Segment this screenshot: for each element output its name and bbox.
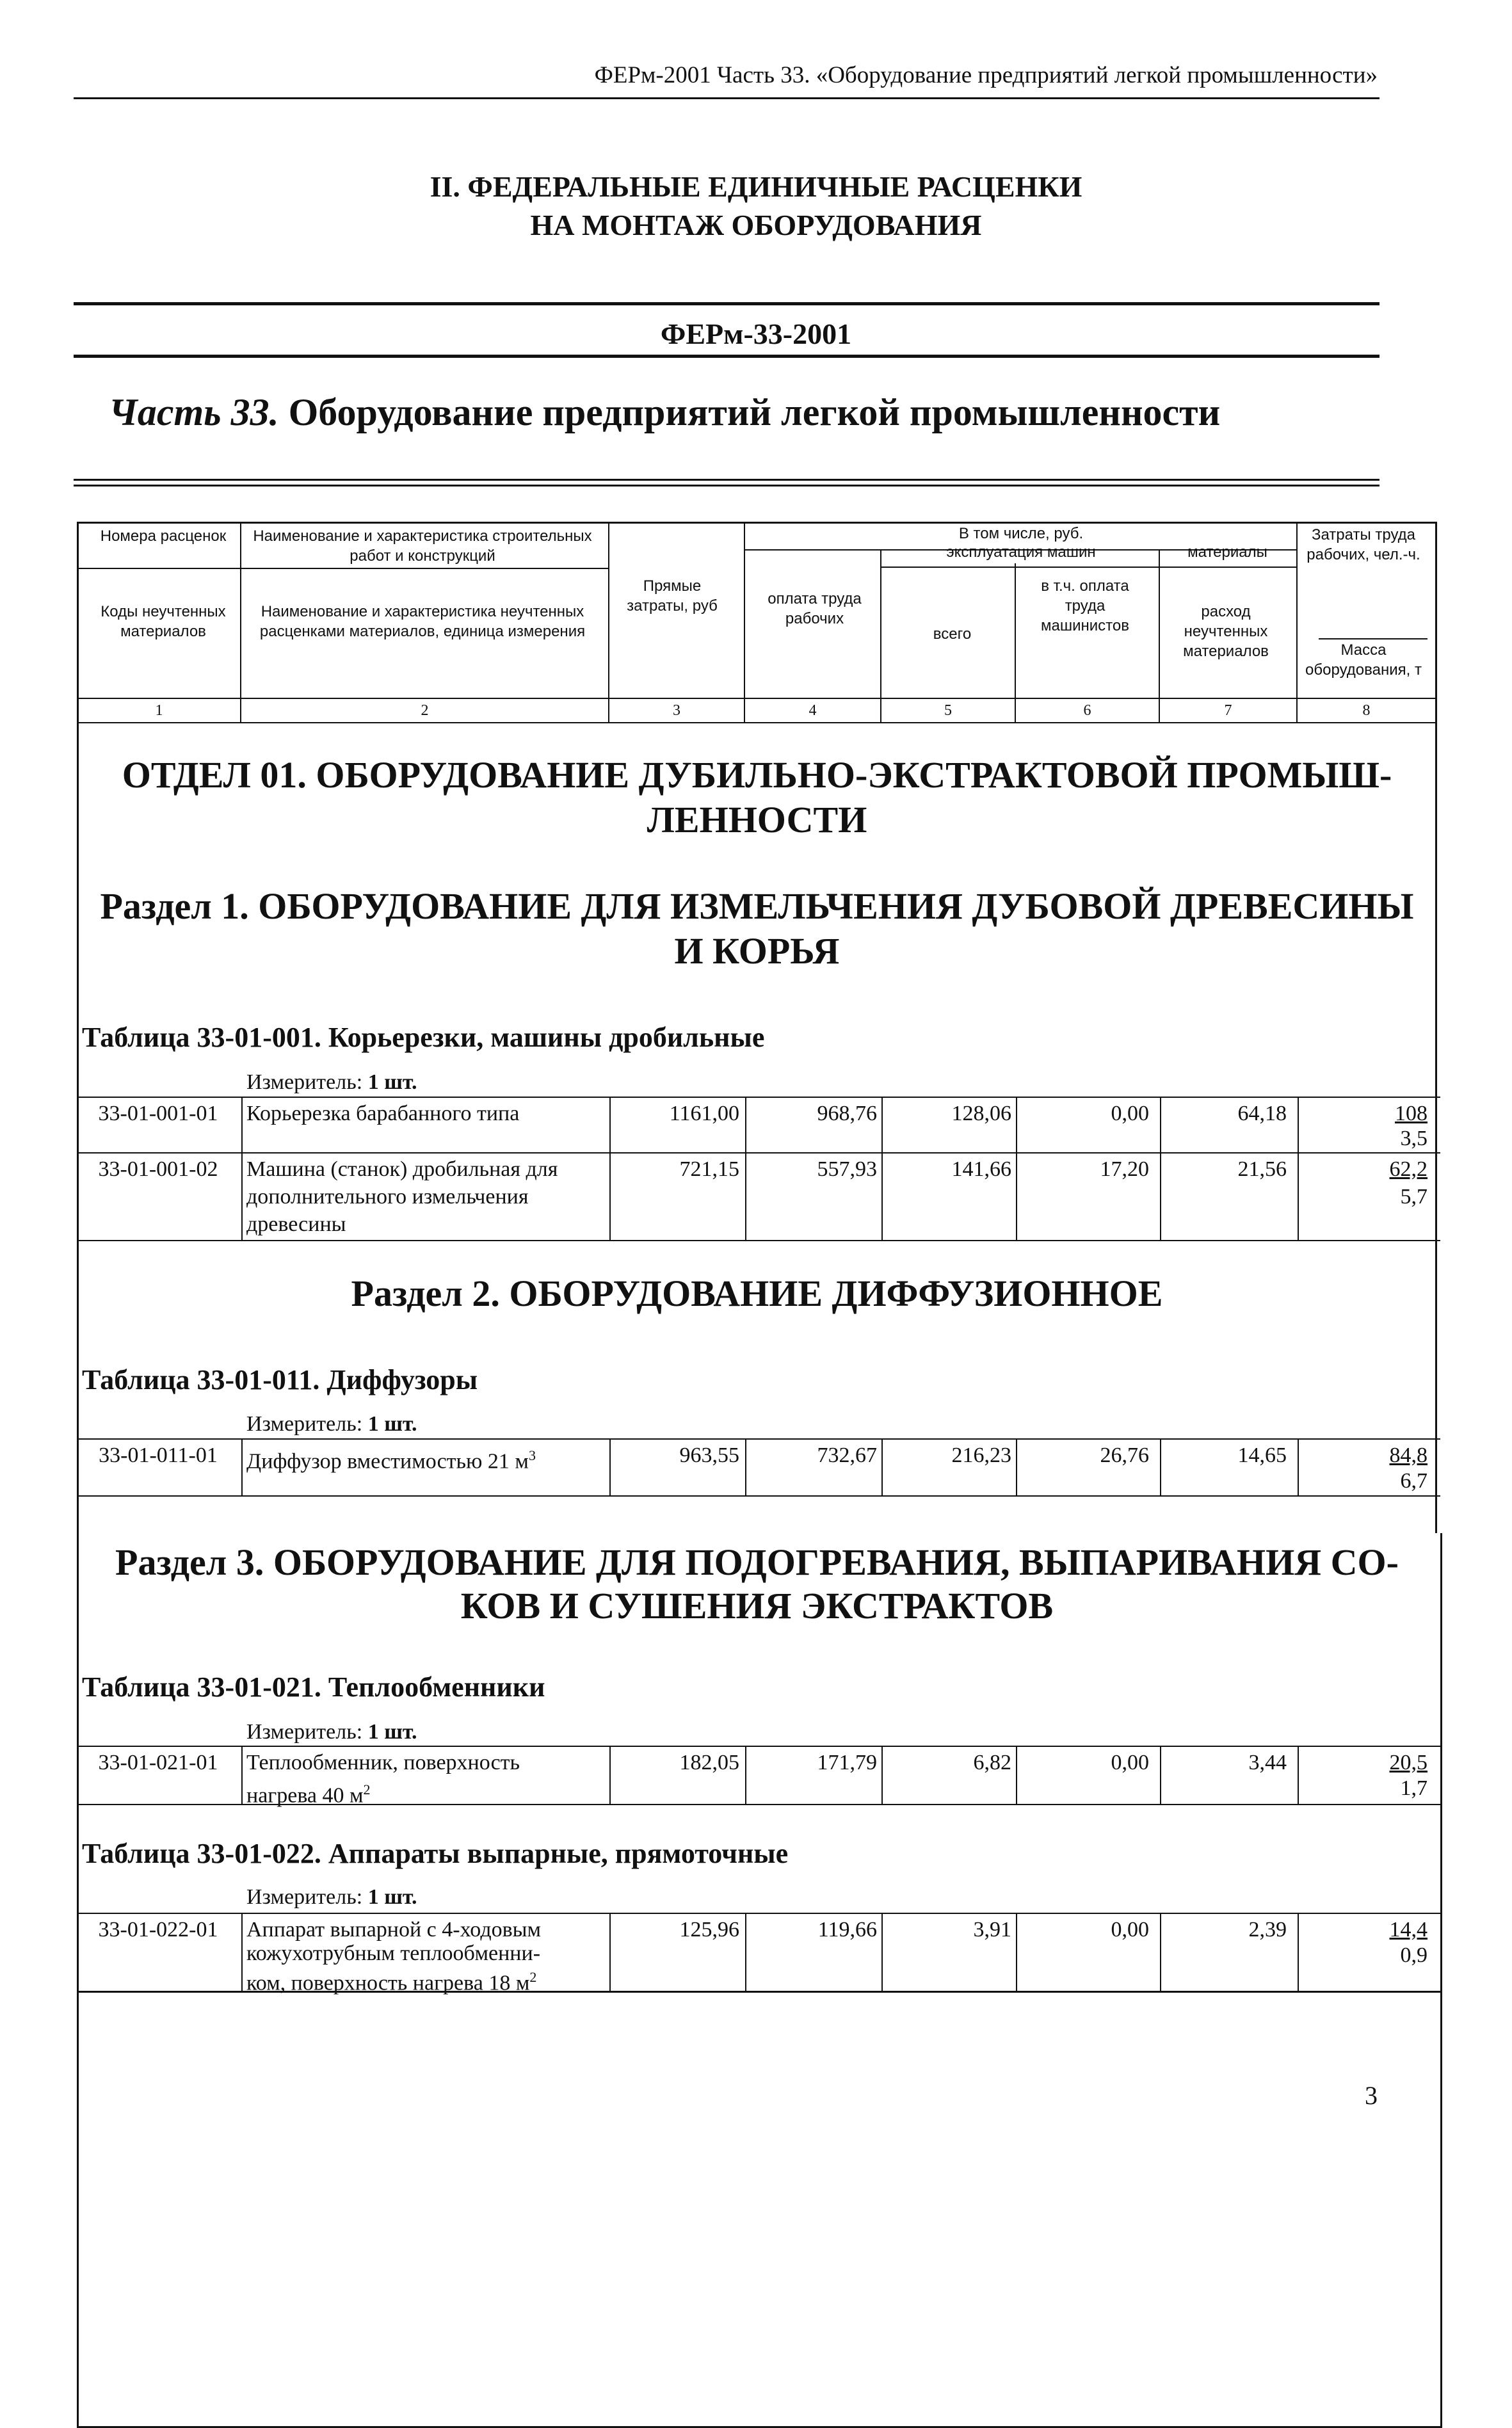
worker-pay: 119,66 <box>817 1918 877 1942</box>
machines-total: 6,82 <box>973 1751 1011 1774</box>
rate-name-text: Диффузор вместимостью 21 м <box>246 1449 529 1474</box>
col-rule <box>745 1097 746 1240</box>
labor-hours: 20,5 <box>1389 1751 1428 1774</box>
rate-name <box>246 1776 605 1810</box>
row-rule <box>77 1746 1440 1747</box>
grid-line <box>1159 549 1160 722</box>
rate-code: 33-01-011-01 <box>99 1443 218 1467</box>
header-machines: эксплуатация машин <box>946 543 1096 561</box>
heading-line-2: НА МОНТАЖ ОБОРУДОВАНИЯ <box>530 209 982 241</box>
col-rule <box>745 1913 746 1991</box>
part-rule-1 <box>74 479 1379 481</box>
running-head-rule <box>74 97 1379 99</box>
heading-line-1: II. ФЕДЕРАЛЬНЫЕ ЕДИНИЧНЫЕ РАСЦЕНКИ <box>430 170 1082 203</box>
machines-total: 128,06 <box>951 1102 1011 1125</box>
row-rule <box>77 1152 1440 1154</box>
col-rule <box>745 1438 746 1495</box>
materials-cost: 2,39 <box>1248 1918 1287 1942</box>
unit-label: Измеритель: <box>246 1070 363 1094</box>
rate-name: Машина (станок) дробильная для <box>246 1157 558 1181</box>
direct-costs: 125,96 <box>679 1918 739 1942</box>
machines-total: 3,91 <box>973 1918 1011 1942</box>
grid-line <box>744 522 745 722</box>
header-labor-costs: Затраты труда рабочих, чел.-ч. <box>1307 526 1420 563</box>
header-materials: материалы <box>1187 543 1267 561</box>
unit-value: 1 шт. <box>367 1885 417 1909</box>
worker-pay: 171,79 <box>817 1751 877 1774</box>
worker-pay: 968,76 <box>817 1102 877 1125</box>
column-number: 7 <box>1224 702 1232 719</box>
header-unaccounted-materials: расход неучтенных материалов <box>1183 603 1269 660</box>
grid-line <box>77 722 1437 723</box>
col-rule <box>881 1913 883 1991</box>
table-022-title: Таблица 33-01-022. Аппараты выпарные, прямоточные <box>82 1838 789 1869</box>
section-3-heading-2: КОВ И СУШЕНИЯ ЭКСТРАКТОВ <box>460 1585 1054 1627</box>
labor-hours: 108 <box>1395 1102 1428 1125</box>
header-equipment-mass: Масса оборудования, т <box>1305 641 1422 679</box>
rate-name <box>246 1963 605 1997</box>
rate-name <box>246 1442 605 1475</box>
table-011-unit <box>246 1412 417 1436</box>
table-011-title: Таблица 33-01-011. Диффузоры <box>82 1364 478 1395</box>
col-rule <box>241 1097 243 1240</box>
materials-cost: 21,56 <box>1237 1157 1287 1181</box>
machines-total: 216,23 <box>951 1443 1011 1467</box>
part-title <box>109 390 1220 435</box>
materials-cost: 14,65 <box>1237 1443 1287 1467</box>
header-material-codes: Коды неучтенных материалов <box>101 603 226 640</box>
equipment-mass: 1,7 <box>1400 1776 1428 1800</box>
rate-name: кожухотрубным теплообменни- <box>246 1942 541 1965</box>
unit-label: Измеритель: <box>246 1720 363 1744</box>
header-worker-pay: оплата труда рабочих <box>768 590 862 627</box>
superscript: 2 <box>363 1781 371 1797</box>
materials-cost: 64,18 <box>1237 1102 1287 1125</box>
equipment-mass: 0,9 <box>1400 1943 1428 1967</box>
row-rule <box>77 1913 1440 1914</box>
labor-hours: 62,2 <box>1389 1157 1428 1181</box>
grid-line <box>1296 522 1298 722</box>
worker-pay: 732,67 <box>817 1443 877 1467</box>
col-rule <box>609 1913 611 1991</box>
col-rule <box>241 1913 243 1991</box>
header-including: В том числе, руб. <box>958 525 1084 542</box>
grid-line <box>240 522 241 722</box>
grid-line <box>880 549 881 722</box>
rate-name: Аппарат выпарной с 4-ходовым <box>246 1918 542 1942</box>
header-material-name: Наименование и характеристика неучтенных расценками материалов, единица измерения <box>259 603 586 640</box>
standard-code: ФЕРм-33-2001 <box>660 318 852 350</box>
grid-line <box>1319 638 1428 639</box>
department-heading-1: ОТДЕЛ 01. ОБОРУДОВАНИЕ ДУБИЛЬНО-ЭКСТРАКТОВОЙ ПРОМЫШ- <box>122 754 1392 796</box>
machinist-pay: 0,00 <box>1111 1751 1149 1774</box>
table-001-title: Таблица 33-01-001. Корьерезки, машины дробильные <box>82 1022 765 1053</box>
col-rule <box>745 1746 746 1804</box>
equipment-mass: 5,7 <box>1400 1185 1428 1209</box>
machinist-pay: 0,00 <box>1111 1102 1149 1125</box>
part-rule-2 <box>74 485 1379 486</box>
direct-costs: 1161,00 <box>669 1102 739 1125</box>
rate-code: 33-01-022-01 <box>98 1918 218 1942</box>
table-001-unit <box>246 1070 417 1095</box>
table-021-title: Таблица 33-01-021. Теплообменники <box>82 1671 545 1703</box>
rate-code: 33-01-021-01 <box>98 1751 218 1774</box>
rate-code: 33-01-001-01 <box>98 1102 218 1125</box>
header-work-name: Наименование и характеристика строительных работ и конструкций <box>253 527 592 565</box>
part-label: Часть 33. <box>109 391 279 433</box>
header-machinist-pay: в т.ч. оплата труда машинистов <box>1041 577 1129 634</box>
rate-name: Корьерезка барабанного типа <box>246 1102 520 1125</box>
machines-total: 141,66 <box>951 1157 1011 1181</box>
department-heading-2: ЛЕННОСТИ <box>647 799 867 840</box>
row-rule <box>77 1240 1440 1241</box>
header-rate-numbers: Номера расценок <box>100 527 227 545</box>
column-number: 2 <box>421 702 429 719</box>
rate-name: дополнительного измельчения <box>246 1185 529 1209</box>
worker-pay: 557,93 <box>817 1157 877 1181</box>
col-rule <box>609 1746 611 1804</box>
labor-hours: 14,4 <box>1389 1918 1428 1942</box>
column-number: 5 <box>944 702 952 719</box>
part-name: Оборудование предприятий легкой промышленности <box>288 391 1221 433</box>
row-rule <box>77 1097 1440 1098</box>
grid-line <box>1440 1533 1442 2428</box>
unit-label: Измеритель: <box>246 1412 363 1436</box>
equipment-mass: 6,7 <box>1400 1469 1428 1493</box>
machinist-pay: 0,00 <box>1111 1918 1149 1942</box>
unit-value: 1 шт. <box>367 1412 417 1436</box>
rate-name: Теплообменник, поверхность <box>246 1751 520 1774</box>
col-rule <box>1016 1746 1017 1804</box>
column-number: 8 <box>1362 702 1371 719</box>
col-rule <box>609 1097 611 1240</box>
direct-costs: 963,55 <box>679 1443 739 1467</box>
col-rule <box>241 1438 243 1495</box>
header-direct-costs: Прямые затраты, руб <box>627 577 718 615</box>
superscript: 2 <box>529 1969 537 1985</box>
grid-line <box>77 698 1437 699</box>
section-3-heading-1: Раздел 3. ОБОРУДОВАНИЕ ДЛЯ ПОДОГРЕВАНИЯ, ВЫПАРИВАНИЯ СО- <box>115 1541 1399 1583</box>
col-rule <box>241 1746 243 1804</box>
labor-hours: 84,8 <box>1389 1443 1428 1467</box>
col-rule <box>609 1438 611 1495</box>
running-head: ФЕРм-2001 Часть 33. «Оборудование предприятий легкой промышленности» <box>594 62 1378 88</box>
unit-value: 1 шт. <box>367 1720 417 1744</box>
direct-costs: 182,05 <box>679 1751 739 1774</box>
row-rule <box>77 1438 1440 1440</box>
rate-code: 33-01-001-02 <box>98 1157 218 1181</box>
col-rule <box>1016 1913 1017 1991</box>
unit-value: 1 шт. <box>367 1070 417 1094</box>
section-1-heading-1: Раздел 1. ОБОРУДОВАНИЕ ДЛЯ ИЗМЕЛЬЧЕНИЯ ДУБОВОЙ ДРЕВЕСИНЫ <box>100 885 1414 927</box>
grid-line <box>1435 522 1437 1533</box>
superscript: 3 <box>528 1447 536 1463</box>
column-number: 1 <box>155 702 163 719</box>
rate-name-text: ком, поверхность нагрева 18 м <box>246 1971 530 1995</box>
col-rule <box>1016 1097 1017 1240</box>
unit-label: Измеритель: <box>246 1885 363 1909</box>
column-number: 3 <box>673 702 680 719</box>
column-number: 6 <box>1083 702 1091 719</box>
rate-name-text: нагрева 40 м <box>246 1783 364 1808</box>
code-rule-top <box>74 302 1379 305</box>
machinist-pay: 17,20 <box>1100 1157 1149 1181</box>
col-rule <box>881 1097 883 1240</box>
section-1-heading-2: И КОРЬЯ <box>674 930 840 972</box>
row-rule <box>77 1495 1440 1497</box>
section-2-heading: Раздел 2. ОБОРУДОВАНИЕ ДИФФУЗИОННОЕ <box>351 1273 1163 1314</box>
rate-name: древесины <box>246 1212 346 1236</box>
col-rule <box>1016 1438 1017 1495</box>
column-number: 4 <box>808 702 817 719</box>
grid-line <box>608 522 609 722</box>
col-rule <box>881 1438 883 1495</box>
code-rule-bottom <box>74 355 1379 358</box>
equipment-mass: 3,5 <box>1400 1127 1428 1150</box>
grid-line <box>77 568 608 569</box>
table-022-unit <box>246 1885 417 1909</box>
materials-cost: 3,44 <box>1248 1751 1287 1774</box>
machinist-pay: 26,76 <box>1100 1443 1149 1467</box>
col-rule <box>881 1746 883 1804</box>
table-021-unit <box>246 1720 417 1744</box>
page-number: 3 <box>1365 2081 1378 2110</box>
direct-costs: 721,15 <box>679 1157 739 1181</box>
grid-line <box>880 567 1296 568</box>
header-machines-total: всего <box>933 625 972 643</box>
